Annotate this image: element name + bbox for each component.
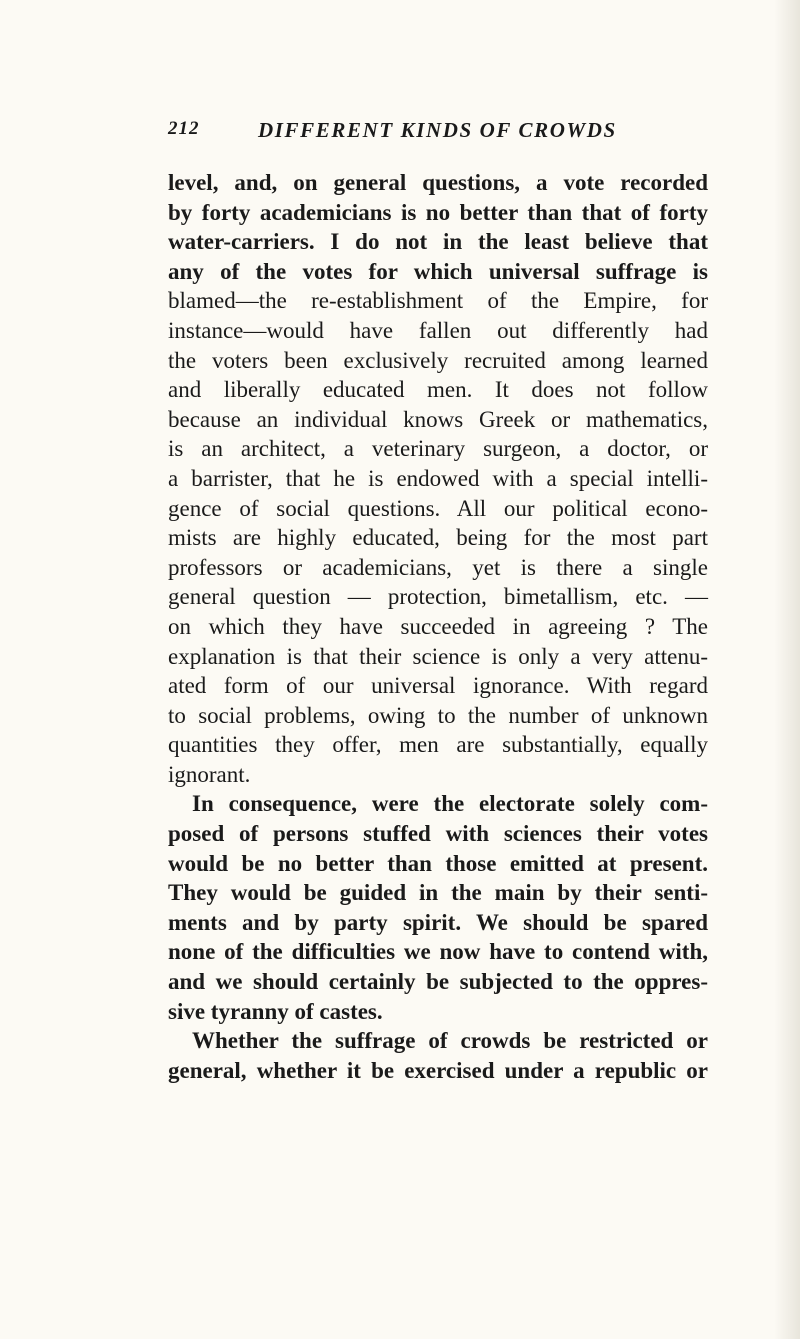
text-line: posed of persons stuffed with sciences their votes — [168, 821, 708, 847]
text-line: ignorant. — [168, 761, 251, 787]
text-line: a barrister, that he is endowed with a special intelli- — [168, 465, 708, 491]
text-line: ments and by party spirit. We should be spared — [168, 909, 708, 935]
text-line: level, and, on general questions, a vote recorded — [168, 170, 708, 195]
text-line: In consequence, were the electorate solely com- — [192, 791, 708, 817]
text-line: They would be guided in the main by their senti- — [168, 880, 708, 906]
text-line: and we should certainly be subjected to the oppres- — [168, 969, 708, 995]
text-line: general, whether it be exercised under a republic or — [168, 1057, 708, 1083]
text-line: to social problems, owing to the number of unknown — [168, 702, 708, 728]
text-line: mists are highly educated, being for the most part — [168, 525, 708, 551]
text-line: blamed—the re-establishment of the Empire, for — [168, 288, 708, 314]
text-line: would be no better than those emitted at present. — [168, 850, 708, 876]
running-head — [168, 118, 688, 148]
text-line: the voters been exclusively recruited among learned — [168, 347, 708, 373]
text-line: on which they have succeeded in agreeing ? The — [168, 613, 708, 639]
text-line: water-carriers. I do not in the least believe that — [168, 229, 708, 255]
text-line: ated form of our universal ignorance. With regard — [168, 673, 708, 699]
running-title: DIFFERENT KINDS OF CROWDS — [258, 118, 617, 142]
page-edge-shadow — [774, 0, 800, 1339]
text-line: Whether the suffrage of crowds be restricted or — [192, 1028, 708, 1054]
body-text — [168, 168, 708, 1085]
text-line: and liberally educated men. It does not follow — [168, 377, 708, 403]
text-line: explanation is that their science is only a very attenu- — [168, 643, 708, 669]
text-line: quantities they offer, men are substantially, equally — [168, 732, 708, 758]
text-line: professors or academicians, yet is there a single — [168, 554, 708, 580]
text-line: any of the votes for which universal suffrage is — [168, 258, 708, 284]
text-line: is an architect, a veterinary surgeon, a doctor, or — [168, 436, 708, 462]
text-line: instance—would have fallen out differently had — [168, 317, 708, 343]
text-line: sive tyranny of castes. — [168, 998, 383, 1024]
text-line: gence of social questions. All our political econo- — [168, 495, 708, 521]
text-line: general question — protection, bimetallism, etc. — — [168, 584, 708, 610]
text-line: by forty academicians is no better than that of forty — [168, 199, 708, 225]
text-line: because an individual knows Greek or mathematics, — [168, 406, 708, 432]
text-line: none of the difficulties we now have to contend with, — [168, 939, 708, 965]
page-number: 212 — [168, 118, 200, 139]
